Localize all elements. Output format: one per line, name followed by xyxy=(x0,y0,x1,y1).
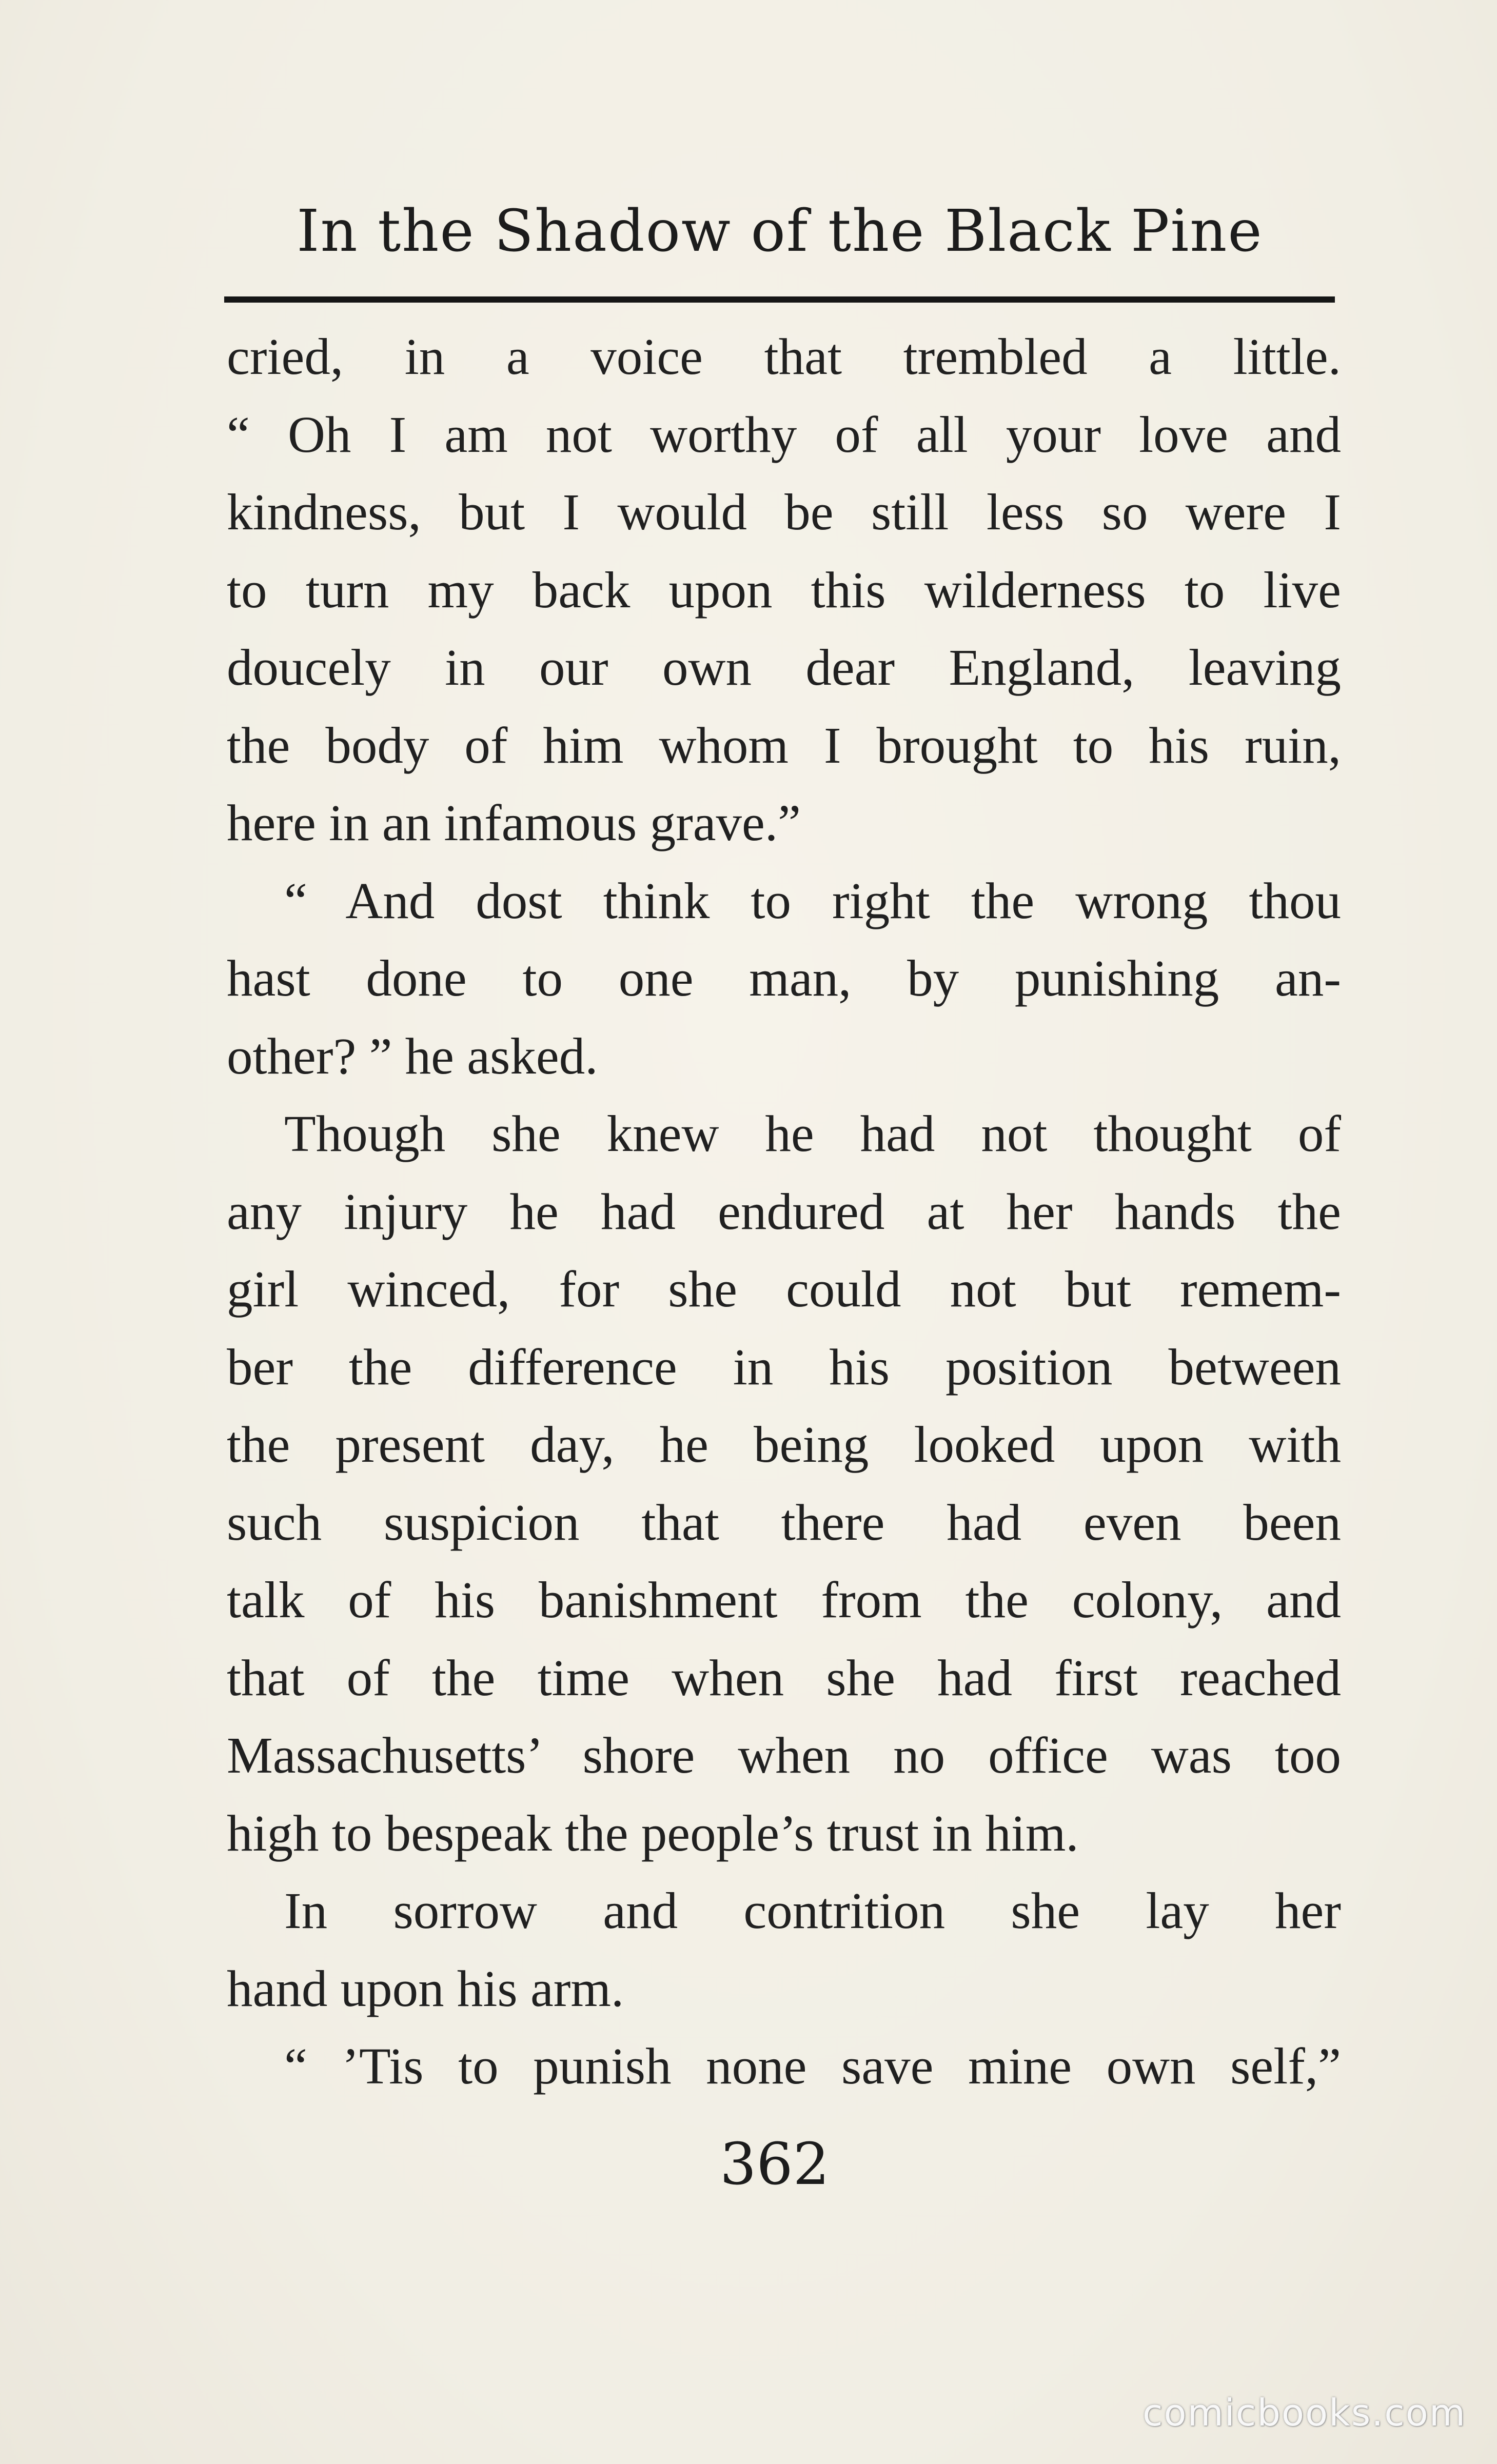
text-line: Though she knew he had not thought of xyxy=(284,1105,1341,1162)
text-line: such suspicion that there had even been xyxy=(227,1493,1341,1551)
watermark: comicbooks.com xyxy=(1142,2391,1466,2434)
text-line: to turn my back upon this wilderness to live xyxy=(227,561,1341,619)
text-line: cried, in a voice that trembled a little. xyxy=(227,328,1341,385)
text-line: that of the time when she had first reached xyxy=(227,1648,1341,1706)
text-line: “ ’Tis to punish none save mine own self,” xyxy=(284,2037,1341,2095)
text-line: ber the difference in his position between xyxy=(227,1338,1341,1396)
header-rule xyxy=(224,296,1335,303)
text-line: kindness, but I would be still less so were I xyxy=(227,483,1341,541)
text-line: the present day, he being looked upon with xyxy=(227,1416,1341,1473)
page-number: 362 xyxy=(720,2131,830,2198)
text-line: girl winced, for she could not but remem- xyxy=(227,1260,1341,1318)
text-line: the body of him whom I brought to his ruin, xyxy=(227,716,1341,774)
text-line: talk of his banishment from the colony, and xyxy=(227,1571,1341,1628)
text-line: “ And dost think to right the wrong thou xyxy=(284,871,1341,929)
text-line: In sorrow and contrition she lay her xyxy=(284,1882,1341,1939)
text-line: here in an infamous grave.” xyxy=(227,794,801,851)
text-line: high to bespeak the people’s trust in him. xyxy=(227,1804,1079,1862)
text-line: doucely in our own dear England, leaving xyxy=(227,639,1341,696)
running-header: In the Shadow of the Black Pine xyxy=(297,198,1263,265)
body-text xyxy=(227,318,1341,2105)
text-line: other? ” he asked. xyxy=(227,1027,598,1085)
text-line: any injury he had endured at her hands the xyxy=(227,1182,1341,1240)
text-line: “ Oh I am not worthy of all your love and xyxy=(227,405,1341,463)
text-line: Massachusetts’ shore when no office was too xyxy=(227,1726,1341,1784)
text-line: hast done to one man, by punishing an- xyxy=(227,949,1341,1007)
text-line: hand upon his arm. xyxy=(227,1959,624,2017)
